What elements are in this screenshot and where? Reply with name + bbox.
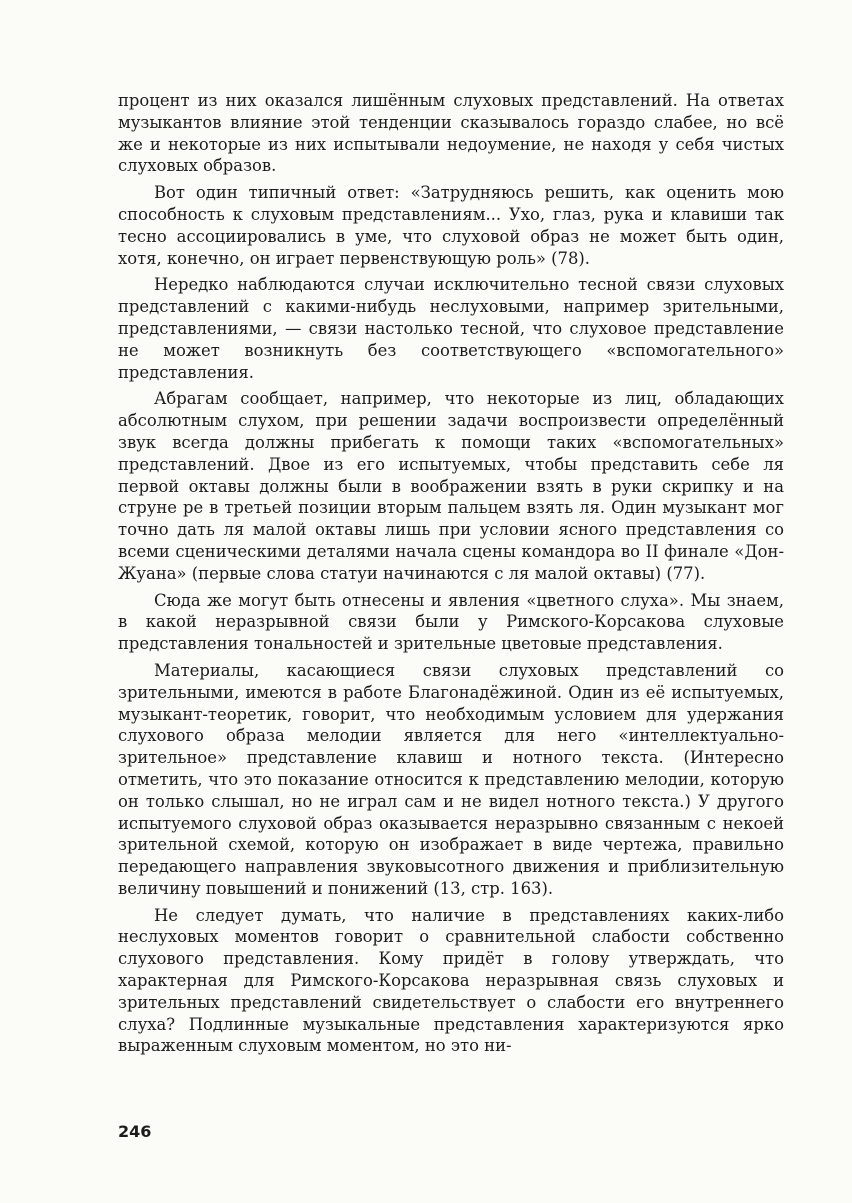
paragraph-6: Материалы, касающиеся связи слуховых представлений со зрительными, имеются в работе Благонадёжиной. Один из её испытуемых, музыкант-теоретик, говорит, что необходимым условием для удержания слухового образа мелодии является для него «интеллектуально-зрительное» представление клавиш и нотного текста. (Интересно отметить, что это показание относится к представлению мелодии, которую он только слышал, но не играл сам и не видел нотного текста.) У другого испытуемого слуховой образ оказывается неразрывно связанным с некоей зрительной схемой, которую он изображает в виде чертежа, правильно передающего направления звуковысотного движения и приблизительную величину повышений и понижений (13, стр. 163). [118,660,784,898]
paragraph-7: Не следует думать, что наличие в представлениях каких-либо неслуховых моментов говорит о сравнительной слабости собственно слухового представления. Кому придёт в голову утверждать, что характерная для Римского-Корсакова неразрывная связь слуховых и зрительных представлений свидетельствует о слабости его внутреннего слуха? Подлинные музыкальные представления характеризуются ярко выраженным слуховым моментом, но это ни- [118,905,784,1056]
paragraph-4: Абрагам сообщает, например, что некоторые из лиц, обладающих абсолютным слухом, при решении задачи воспроизвести определённый звук всегда должны прибегать к помощи таких «вспомогательных» представлений. Двое из его испытуемых, чтобы представить себе ля первой октавы должны были в воображении взять в руки скрипку и на струне ре в третьей позиции вторым пальцем взять ля. Один музыкант мог точно дать ля малой октавы лишь при условии ясного представления со всеми сценическими деталями начала сцены командора во II финале «Дон-Жуана» (первые слова статуи начинаются с ля малой октавы) (77). [118,389,784,583]
paragraph-3: Нередко наблюдаются случаи исключительно тесной связи слуховых представлений с какими-нибудь неслуховыми, например зрительными, представлениями, — связи настолько тесной, что слуховое представление не может возникнуть без соответствующего «вспомогательного» представления. [118,275,784,382]
paragraph-2: Вот один типичный ответ: «Затрудняюсь решить, как оценить мою способность к слуховым представлениям... Ухо, глаз, рука и клавиши так тесно ассоциировались в уме, что слуховой образ не может быть один, хотя, конечно, он играет первенствующую роль» (78). [118,183,784,268]
paragraph-5: Сюда же могут быть отнесены и явления «цветного слуха». Мы знаем, в какой неразрывной связи были у Римского-Корсакова слуховые представления тональностей и зрительные цветовые представления. [118,590,784,654]
page-number: 246 [118,1122,152,1141]
paragraph-1: процент из них оказался лишённым слуховых представлений. На ответах музыкантов влияние этой тенденции сказывалось гораздо слабее, но всё же и некоторые из них испытывали недоумение, не находя у себя чистых слуховых образов. [118,91,784,176]
page-body [118,90,784,1062]
